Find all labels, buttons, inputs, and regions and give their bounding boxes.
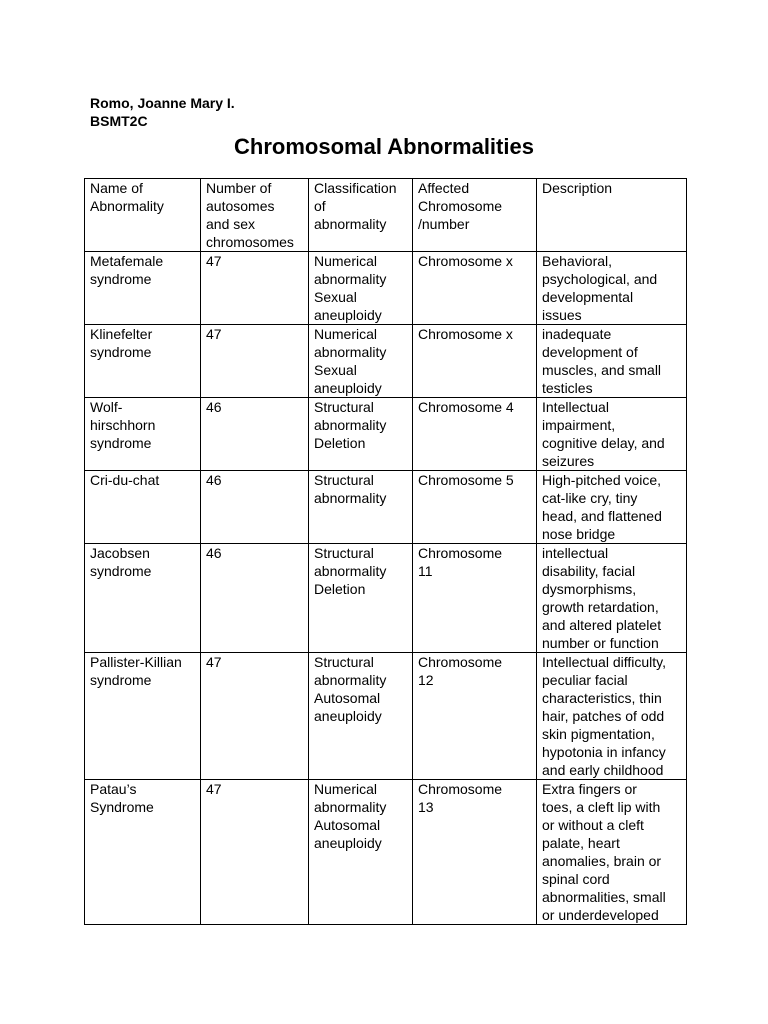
cell-line: number or function (542, 635, 659, 651)
cell-line: 47 (206, 654, 222, 670)
cell-classification (309, 544, 413, 653)
cell-line: Patau’s (90, 781, 137, 797)
table-header-row (85, 179, 687, 252)
cell-count (201, 252, 309, 325)
cell-count (201, 325, 309, 398)
cell-line: or without a cleft (542, 817, 644, 833)
cell-affected-chromosome (413, 544, 537, 653)
cell-name (85, 325, 201, 398)
cell-line: Intellectual difficulty, (542, 654, 666, 670)
cell-line: head, and flattened (542, 508, 662, 524)
cell-line: abnormality (314, 216, 387, 232)
cell-line: Deletion (314, 581, 366, 597)
cell-line: muscles, and small (542, 362, 662, 378)
cell-line: Autosomal (314, 817, 381, 833)
cell-line: Sexual (314, 289, 357, 305)
cell-line: Klinefelter (90, 326, 153, 342)
cell-affected-chromosome (413, 471, 537, 544)
cell-line: aneuploidy (314, 835, 382, 851)
cell-line: abnormality (314, 271, 387, 287)
cell-line: intellectual (542, 545, 609, 561)
cell-line: and early childhood (542, 762, 664, 778)
cell-description (537, 325, 687, 398)
cell-line: abnormality (314, 344, 387, 360)
cell-count (201, 544, 309, 653)
cell-line: abnormality (314, 672, 387, 688)
cell-line: Classification (314, 180, 397, 196)
cell-line: Structural (314, 545, 374, 561)
cell-line: aneuploidy (314, 708, 382, 724)
cell-line: 46 (206, 472, 222, 488)
cell-line: syndrome (90, 344, 152, 360)
cell-line: Chromosome (418, 654, 503, 670)
cell-count (201, 780, 309, 925)
cell-description (537, 780, 687, 925)
cell-line: developmental (542, 289, 634, 305)
header-classification (309, 179, 413, 252)
table-row (85, 398, 687, 471)
cell-count (201, 471, 309, 544)
cell-classification (309, 325, 413, 398)
cell-line: psychological, and (542, 271, 658, 287)
cell-line: 46 (206, 545, 222, 561)
cell-line: Chromosome (418, 781, 503, 797)
cell-line: abnormality (314, 563, 387, 579)
cell-name (85, 252, 201, 325)
cell-line: syndrome (90, 672, 152, 688)
cell-count (201, 653, 309, 780)
cell-line: Jacobsen (90, 545, 150, 561)
cell-line: abnormality (314, 490, 387, 506)
cell-name (85, 544, 201, 653)
header-affected-chromosome (413, 179, 537, 252)
cell-line: hirschhorn (90, 417, 156, 433)
cell-line: seizures (542, 453, 595, 469)
cell-line: syndrome (90, 563, 152, 579)
cell-line: Chromosome x (418, 326, 513, 342)
cell-line: Sexual (314, 362, 357, 378)
cell-line: toes, a cleft lip with (542, 799, 661, 815)
cell-line: syndrome (90, 271, 152, 287)
cell-line: Cri-du-chat (90, 472, 160, 488)
table-row (85, 325, 687, 398)
table-row (85, 780, 687, 925)
header-count (201, 179, 309, 252)
table-row (85, 544, 687, 653)
cell-name (85, 398, 201, 471)
cell-name (85, 653, 201, 780)
cell-classification (309, 252, 413, 325)
cell-affected-chromosome (413, 325, 537, 398)
author-block (90, 94, 235, 130)
cell-line: chromosomes (206, 234, 294, 250)
cell-line: Deletion (314, 435, 366, 451)
cell-line: 47 (206, 253, 222, 269)
cell-line: cognitive delay, and (542, 435, 665, 451)
cell-line: and altered platelet (542, 617, 662, 633)
table-row (85, 653, 687, 780)
cell-line: Extra fingers or (542, 781, 637, 797)
page-title: Chromosomal Abnormalities (234, 134, 534, 159)
cell-line: and sex (206, 216, 256, 232)
cell-line: growth retardation, (542, 599, 659, 615)
author-name: Romo, Joanne Mary I. (90, 95, 235, 111)
cell-line: hair, patches of odd (542, 708, 665, 724)
cell-count (201, 398, 309, 471)
cell-name (85, 471, 201, 544)
cell-description (537, 398, 687, 471)
cell-line: spinal cord (542, 871, 610, 887)
cell-line: dysmorphisms, (542, 581, 637, 597)
cell-line: Number of (206, 180, 272, 196)
cell-line: Chromosome 5 (418, 472, 514, 488)
cell-description (537, 653, 687, 780)
header-name (85, 179, 201, 252)
cell-line: issues (542, 307, 582, 323)
cell-line: Numerical (314, 326, 378, 342)
cell-line: disability, facial (542, 563, 636, 579)
cell-line: characteristics, thin (542, 690, 662, 706)
cell-line: abnormalities, small (542, 889, 666, 905)
cell-line: High-pitched voice, (542, 472, 662, 488)
table-row (85, 252, 687, 325)
cell-line: 47 (206, 326, 222, 342)
cell-line: Description (542, 180, 613, 196)
cell-line: Affected (418, 180, 470, 196)
cell-line: of (314, 198, 326, 214)
cell-classification (309, 780, 413, 925)
cell-line: Numerical (314, 253, 378, 269)
cell-line: or underdeveloped (542, 907, 659, 923)
cell-line: Structural (314, 472, 374, 488)
cell-line: syndrome (90, 435, 152, 451)
cell-line: Structural (314, 654, 374, 670)
cell-affected-chromosome (413, 780, 537, 925)
cell-line: 47 (206, 781, 222, 797)
cell-line: aneuploidy (314, 307, 382, 323)
cell-line: Chromosome (418, 198, 503, 214)
cell-line: 13 (418, 799, 434, 815)
cell-line: Autosomal (314, 690, 381, 706)
cell-classification (309, 653, 413, 780)
cell-line: palate, heart (542, 835, 620, 851)
abnormalities-table (84, 178, 687, 925)
cell-affected-chromosome (413, 653, 537, 780)
cell-line: Behavioral, (542, 253, 613, 269)
cell-line: hypotonia in infancy (542, 744, 666, 760)
cell-classification (309, 471, 413, 544)
cell-line: abnormality (314, 417, 387, 433)
cell-line: Wolf- (90, 399, 123, 415)
author-section: BSMT2C (90, 113, 148, 129)
cell-line: Name of (90, 180, 143, 196)
cell-affected-chromosome (413, 398, 537, 471)
cell-description (537, 544, 687, 653)
cell-line: development of (542, 344, 638, 360)
cell-description (537, 471, 687, 544)
cell-line: Chromosome (418, 545, 503, 561)
cell-affected-chromosome (413, 252, 537, 325)
cell-line: aneuploidy (314, 380, 382, 396)
cell-line: Abnormality (90, 198, 164, 214)
cell-line: Syndrome (90, 799, 154, 815)
cell-line: 46 (206, 399, 222, 415)
cell-classification (309, 398, 413, 471)
cell-line: Numerical (314, 781, 378, 797)
cell-line: nose bridge (542, 526, 616, 542)
cell-line: Chromosome x (418, 253, 513, 269)
cell-line: impairment, (542, 417, 616, 433)
header-description (537, 179, 687, 252)
cell-line: Structural (314, 399, 374, 415)
cell-description (537, 252, 687, 325)
cell-line: skin pigmentation, (542, 726, 655, 742)
cell-line: Chromosome 4 (418, 399, 514, 415)
cell-line: cat-like cry, tiny (542, 490, 638, 506)
cell-line: Metafemale (90, 253, 164, 269)
cell-line: inadequate (542, 326, 612, 342)
cell-line: Intellectual (542, 399, 609, 415)
cell-line: peculiar facial (542, 672, 628, 688)
cell-name (85, 780, 201, 925)
cell-line: 12 (418, 672, 434, 688)
cell-line: autosomes (206, 198, 275, 214)
cell-line: abnormality (314, 799, 387, 815)
cell-line: 11 (418, 563, 433, 579)
cell-line: anomalies, brain or (542, 853, 662, 869)
cell-line: /number (418, 216, 470, 232)
cell-line: testicles (542, 380, 593, 396)
cell-line: Pallister-Killian (90, 654, 182, 670)
table-body (85, 252, 687, 925)
table-row (85, 471, 687, 544)
